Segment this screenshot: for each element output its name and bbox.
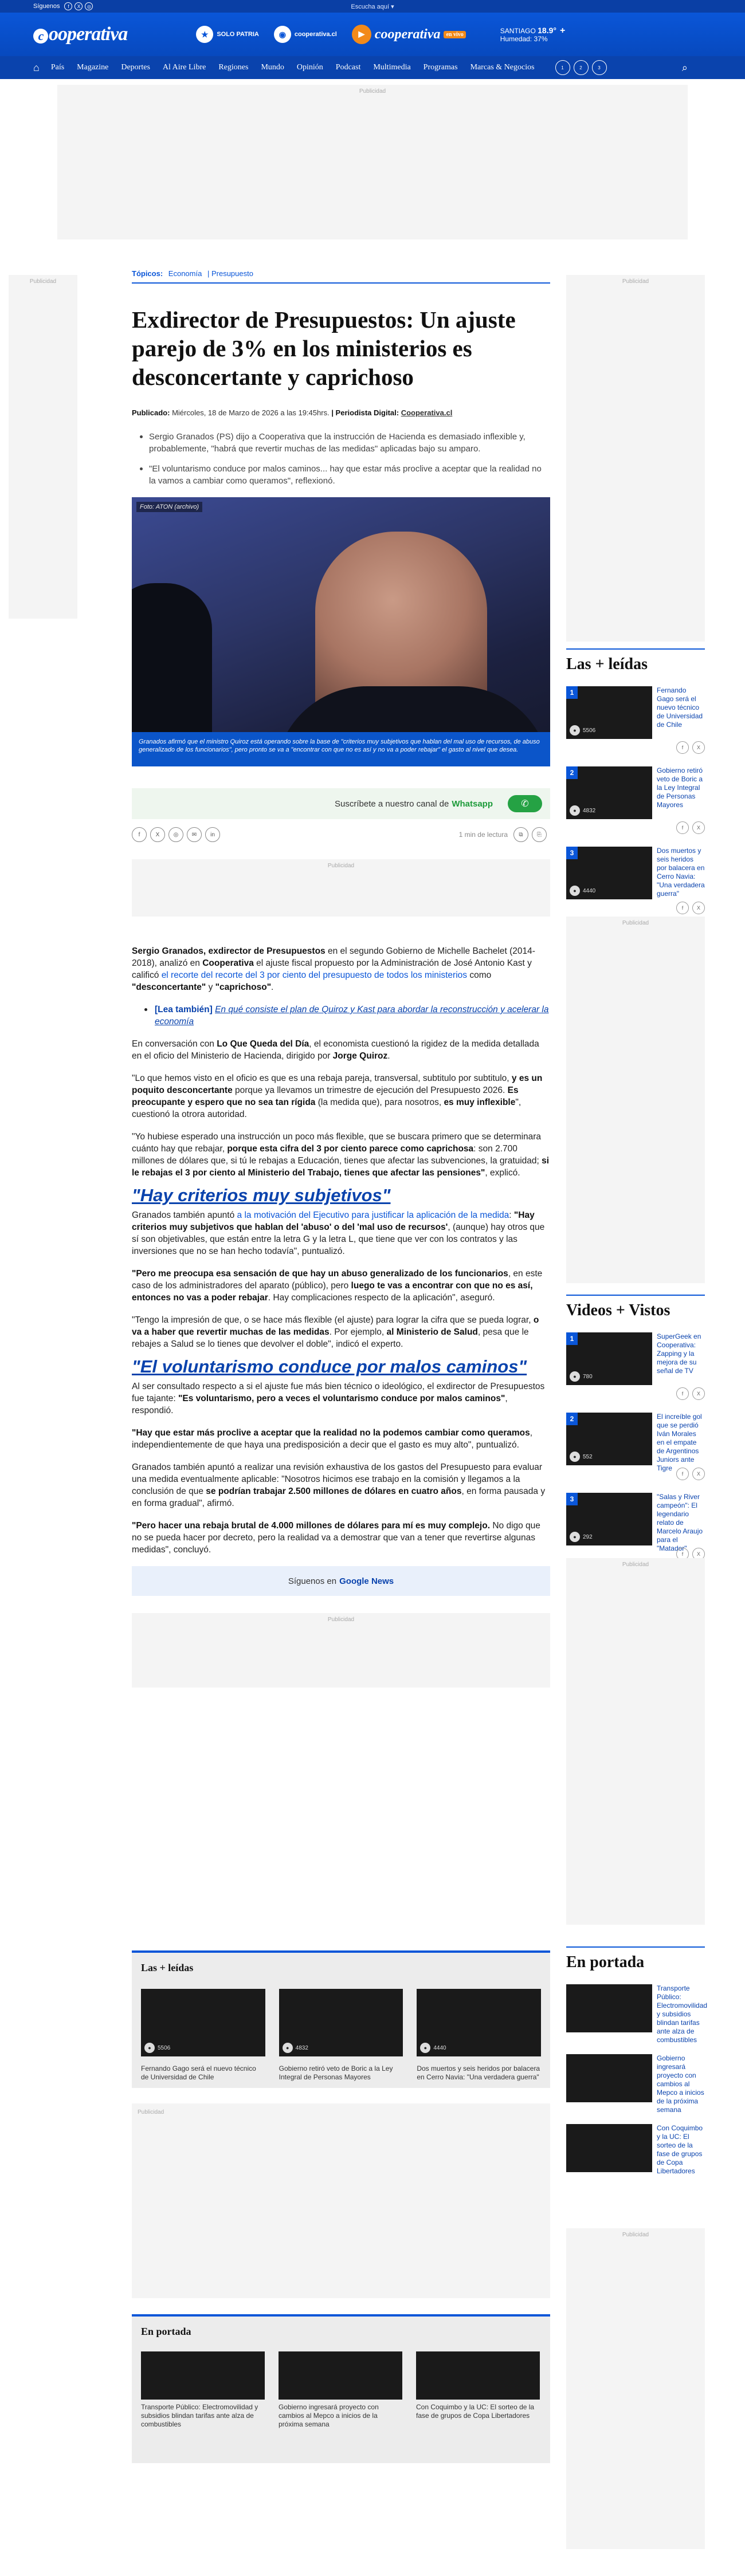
copy-icon[interactable]: ⎘ [532, 827, 547, 842]
share-x-icon[interactable]: X [692, 821, 705, 834]
video-item[interactable]: 1 ● 780 SuperGeek en Cooperativa: Zapping y la mejora de su señal de TV f X [566, 1332, 705, 1400]
article-title: Exdirector de Presupuestos: Un ajuste parejo de 3% en los ministerios es desconcertante y caprichoso [132, 306, 516, 390]
nav-item-podcast[interactable]: Podcast [335, 63, 361, 72]
paragraph: "Tengo la impresión de que, o se hace más flexible (el ajuste) para lograr la cifra que se pueda lograr, o va a haber que revertir muchas de las medidas. Por ejemplo, al Ministerio de Salud, pesa que le rebajes a Salud se lo tienes que devolver el doble", indicó el experto. [132, 1315, 539, 1349]
search-icon[interactable]: ⌕ [681, 61, 688, 73]
inline-link[interactable]: el recorte del recorte del 3 por ciento del presupuesto de todos los ministerios [161, 970, 468, 980]
nav-item-deportes[interactable]: Deportes [121, 63, 150, 72]
paragraph: Al ser consultado respecto a si el ajuste fue más bien técnico o ideológico, el exdirector de Presupuestos fue tajante: "Es voluntarismo, pero a veces el voluntarismo conduce por malos caminos", respondió. [132, 1382, 545, 1415]
paragraph: "Lo que hemos visto en el oficio es que es una rebaja pareja, transversal, subtitulo por subtitulo, y es un poquito desconcertante porque ya llevamos un trimestre de ejecución del Presupuesto 2026. Es preocupante y espero que no sea tan rígida (la medida que), para nosotros, es muy inflexible", cuestionó la otrora autoridad. [132, 1073, 543, 1119]
paragraph: Granados también apuntó a la motivación del Ejecutivo para justificar la aplicación de la medida: "Hay criterios muy subjetivos que hablan del 'abuso' o del 'mal uso de recursos', (aunque) hay otros que sí son objetivables, que están entre la letra G y la letra L, que tiene que ver con los contratos y las inversiones que no se han hecho todavía", puntualizó. [132, 1210, 545, 1256]
share-x-icon[interactable]: X [692, 741, 705, 754]
nav-item-opinion[interactable]: Opinión [296, 63, 323, 72]
share-facebook-icon[interactable]: f [676, 1387, 689, 1400]
bottom-card[interactable]: ● 4440 Dos muertos y seis heridos por balacera en Cerro Navia: "Una verdadera guerra" [417, 1989, 541, 2082]
right-middle-ad[interactable]: Publicidad [566, 917, 705, 1283]
nav-item-aire-libre[interactable]: Al Aire Libre [162, 63, 206, 72]
nav-item-regiones[interactable]: Regiones [218, 63, 249, 72]
sidebar-videos-title: Videos + Vistos [566, 1295, 705, 1320]
thumbnail[interactable]: 3 ● 4440 [566, 847, 652, 899]
right-lower-ad[interactable]: Publicidad [566, 1558, 705, 1925]
thumbnail[interactable] [416, 2351, 540, 2400]
share-facebook-icon[interactable]: f [676, 902, 689, 914]
top-ad[interactable]: Publicidad [57, 85, 688, 239]
sidebar-most-read-title: Las + leídas [566, 648, 705, 674]
partner-cooperativa[interactable]: ◉ cooperativa.cl [274, 26, 337, 43]
main-nav [0, 56, 745, 79]
nav-item-magazine[interactable]: Magazine [77, 63, 109, 72]
share-x-icon[interactable]: X [150, 827, 165, 842]
nav-badge-1[interactable]: 1 [555, 60, 570, 75]
paragraph: "Yo hubiese esperado una instrucción un poco más flexible, que se buscara primero que se determinara cuánto hay que rebajar, porque esta cifra del 3 por ciento parece como caprichosa: son 2.700 millones de dólares que, si tú le rebajas a Educación, tienes que afectar las subvenciones, la gratuidad; si le rebajas el 3 por ciento al Ministerio del Trabajo, tienes que afectar las pensiones", explicó. [132, 1132, 550, 1178]
weather-temp: 18.9° [538, 25, 556, 35]
paragraph: En conversación con Lo Que Queda del Día, el economista cuestionó la rigidez de la medida detallada en el oficio del Ministerio de Hacienda, dirigido por Jorge Quiroz. [132, 1039, 539, 1061]
instagram-icon[interactable]: ◎ [85, 2, 93, 10]
video-item[interactable]: 3 ● 292 "Salas y River campeón": El legendario relato de Marcelo Araujo para el "Matador" f X [566, 1493, 705, 1560]
bottom-card[interactable]: Con Coquimbo y la UC: El sorteo de la fase de grupos de Copa Libertadores [416, 2351, 540, 2429]
summary-bullet: Sergio Granados (PS) dijo a Cooperativa que la instrucción de Hacienda es demasiado inflexible y, probablemente, "habrá que revertir muchas de las medidas" aplicadas bajo su amparo. [140, 431, 550, 455]
live-tag: en vivo [444, 31, 465, 38]
inline-link[interactable]: a la motivación del Ejecutivo para justificar la aplicación de la medida [237, 1210, 509, 1220]
bottom-portada-title: En portada [141, 2326, 191, 2337]
sidebar-portada [566, 1946, 708, 2177]
share-linkedin-icon[interactable]: in [205, 827, 220, 842]
right-top-ad[interactable]: Publicidad [566, 275, 705, 642]
reading-time: 1 min de lectura [458, 831, 508, 839]
author-link[interactable]: Cooperativa.cl [401, 408, 453, 417]
partner-links [196, 25, 465, 44]
in-article-ad[interactable]: Publicidad [132, 859, 550, 917]
eye-icon: ● [570, 805, 580, 816]
thumbnail[interactable]: 2 ● 552 [566, 1413, 652, 1465]
nav-badges [555, 60, 607, 75]
bottom-card[interactable]: Gobierno ingresará proyecto con cambios al Mepco a inicios de la próxima semana [279, 2351, 402, 2429]
nav-item-multimedia[interactable]: Multimedia [373, 63, 411, 72]
link-icon[interactable]: ⧉ [513, 827, 528, 842]
weather-more-icon[interactable]: + [559, 25, 566, 36]
bottom-card[interactable]: ● 5506 Fernando Gago será el nuevo técnico de Universidad de Chile [141, 1989, 265, 2082]
photo-credit: Foto: ATON (archivo) [136, 502, 202, 512]
eye-icon: ● [570, 1452, 580, 1462]
thumbnail[interactable] [141, 2351, 265, 2400]
read-also-link[interactable]: [Lea también] En qué consiste el plan de Quiroz y Kast para abordar la reconstrucción y acelerar la economía [152, 1004, 550, 1028]
broadcast-icon: ◉ [274, 26, 291, 43]
nav-item-marcas[interactable]: Marcas & Negocios [470, 63, 535, 72]
share-x-icon[interactable]: X [692, 902, 705, 914]
topics-bar: Tópicos: Economía | Presupuesto [132, 269, 550, 284]
facebook-icon[interactable]: f [64, 2, 72, 10]
subheading: "Hay criterios muy subjetivos" [132, 1185, 391, 1205]
share-email-icon[interactable]: ✉ [187, 827, 202, 842]
x-icon[interactable]: X [74, 2, 83, 10]
left-ad[interactable]: Publicidad [9, 275, 77, 619]
nav-badge-3[interactable]: 3 [592, 60, 607, 75]
nav-item-programas[interactable]: Programas [423, 63, 458, 72]
subheading: "El voluntarismo conduce por malos caminos" [132, 1356, 527, 1377]
summary-bullets [140, 431, 550, 487]
bottom-card[interactable]: ● 4832 Gobierno retiró veto de Boric a la Ley Integral de Personas Mayores [279, 1989, 403, 2082]
topic-presupuesto[interactable]: | Presupuesto [207, 269, 253, 278]
article [132, 269, 550, 1688]
share-facebook-icon[interactable]: f [676, 1548, 689, 1560]
share-x-icon[interactable]: X [692, 1387, 705, 1400]
portada-item[interactable]: Gobierno ingresará proyecto con cambios al Mepco a inicios de la próxima semana [566, 2054, 705, 2107]
thumbnail[interactable]: 1 ● 5506 [566, 686, 652, 739]
play-icon: ▶ [352, 25, 371, 44]
thumbnail[interactable] [279, 2351, 402, 2400]
portada-item[interactable]: Con Coquimbo y la UC: El sorteo de la fase de grupos de Copa Libertadores [566, 2124, 705, 2177]
flag-icon: ★ [196, 26, 213, 43]
eye-icon: ● [570, 1371, 580, 1382]
whatsapp-icon[interactable]: ✆ [508, 795, 542, 812]
nav-badge-2[interactable]: 2 [574, 60, 589, 75]
summary-bullet: "El voluntarismo conduce por malos caminos... hay que estar más proclive a aceptar que la realidad no la vamos a cambiar como queramos", reflexionó. [140, 463, 550, 487]
thumbnail[interactable] [566, 2124, 652, 2172]
thumbnail[interactable]: ● 4440 [417, 1989, 541, 2056]
whatsapp-banner[interactable]: Suscríbete a nuestro canal de Whatsapp ✆ [132, 788, 550, 819]
most-read-item[interactable]: 1 ● 5506 Fernando Gago será el nuevo técnico de Universidad de Chile f X [566, 686, 705, 754]
home-icon[interactable]: ⌂ [33, 61, 40, 73]
paragraph: "Pero me preocupa esa sensación de que hay un abuso generalizado de los funcionarios, en este caso de los administradores del aparato (público), pero luego te vas a encontrar con que no es así, entonces no vas a poder rebajar. Hay complicaciones respecto de la aplicación", aseguró. [132, 1269, 543, 1303]
bottom-card[interactable]: Transporte Público: Electromovilidad y subsidios blindan tarifas ante alza de combustibles [141, 2351, 265, 2429]
share-facebook-icon[interactable]: f [676, 1468, 689, 1480]
eye-icon: ● [570, 886, 580, 896]
thumbnail[interactable] [566, 1984, 652, 2032]
most-read-item[interactable]: 2 ● 4832 Gobierno retiró veto de Boric a la Ley Integral de Personas Mayores f X [566, 766, 705, 834]
weather-widget[interactable] [500, 26, 566, 43]
share-facebook-icon[interactable]: f [132, 827, 147, 842]
article-photo[interactable] [132, 497, 550, 766]
site-header [0, 13, 745, 56]
paragraph: Granados también apuntó a realizar una revisión exhaustiva de los gastos del Presupuesto para evaluar una medida eventualmente aplicable: "Nosotros hicimos ese trabajo en la comisión y llegamos a la conclusión de que se podrían trabajar 2.500 millones de dólares en cuatro años, en forma pausada y en forma gradual", afirmó. [132, 1462, 546, 1508]
after-article-ad[interactable]: Publicidad [132, 1613, 550, 1688]
eye-icon: ● [420, 2043, 430, 2053]
listen-live-label[interactable]: Escucha aquí ▾ [351, 3, 394, 10]
eye-icon: ● [283, 2043, 293, 2053]
top-bar [0, 0, 745, 13]
weather-city: SANTIAGO [500, 26, 536, 35]
thumbnail[interactable]: ● 5506 [141, 1989, 265, 2056]
sidebar-videos [566, 1295, 705, 1560]
share-whatsapp-icon[interactable]: ◎ [168, 827, 183, 842]
bottom-ad[interactable]: Publicidad [132, 2103, 550, 2298]
video-item[interactable]: 2 ● 552 El increíble gol que se perdió Iván Morales en el empate de Argentinos Juniors ante Tigre f X [566, 1413, 705, 1480]
paragraph: Sergio Granados, exdirector de Presupuestos en el segundo Gobierno de Michelle Bachelet (2014-2018), analizó en Cooperativa el ajuste fiscal propuesto por la Administración de José Antonio Kast y calificó el recorte del recorte del 3 por ciento del presupuesto de todos los ministerios como "desconcertante" y "caprichoso". [132, 946, 535, 992]
site-logo[interactable]: c ooperativa [33, 23, 127, 45]
eye-icon: ● [570, 1532, 580, 1542]
thumbnail[interactable]: ● 4832 [279, 1989, 403, 2056]
thumbnail[interactable]: 3 ● 292 [566, 1493, 652, 1545]
nav-item-mundo[interactable]: Mundo [261, 63, 284, 72]
sidebar-portada-title: En portada [566, 1946, 705, 1972]
share-facebook-icon[interactable]: f [676, 741, 689, 754]
nav-item-pais[interactable]: País [50, 63, 65, 72]
portada-item[interactable]: Transporte Público: Electromovilidad y subsidios blindan tarifas ante alza de combustibles [566, 1984, 705, 2037]
logo-c-icon: c [33, 29, 48, 44]
bottom-portada [132, 2314, 550, 2463]
article-body [132, 945, 550, 1556]
sidebar-most-read [566, 648, 705, 914]
radio-live-player[interactable]: ▶ cooperativa en vivo [352, 25, 466, 44]
paragraph: "Hay que estar más proclive a aceptar que la realidad no la podemos cambiar como queramos, independientemente de que haya una predisposición a decir que el gasto es muy alto", puntualizó. [132, 1428, 533, 1450]
bottom-most-read [132, 1950, 550, 2088]
google-news-banner[interactable]: Síguenos en Google News [132, 1566, 550, 1596]
eye-icon: ● [570, 725, 580, 736]
published-date: Miércoles, 18 de Marzo de 2026 a las 19:45hrs. [172, 408, 330, 417]
paragraph: "Pero hacer una rebaja brutal de 4.000 millones de dólares para mí es muy complejo. No digo que no se pueda hacer por decreto, pero la realidad va a demostrar que van a tener que revertirse algunas medidas", concluyó. [132, 1521, 540, 1555]
thumbnail[interactable]: 2 ● 4832 [566, 766, 652, 819]
share-x-icon[interactable]: X [692, 1468, 705, 1480]
most-read-item[interactable]: 3 ● 4440 Dos muertos y seis heridos por balacera en Cerro Navia: "Una verdadera guerra" f X [566, 847, 705, 914]
share-facebook-icon[interactable]: f [676, 821, 689, 834]
thumbnail[interactable] [566, 2054, 652, 2102]
share-x-icon[interactable]: X [692, 1548, 705, 1560]
partner-solo-patria[interactable]: ★ SOLO PATRIA [196, 26, 259, 43]
byline: Publicado: Miércoles, 18 de Marzo de 2026 a las 19:45hrs. | Periodista Digital: Cooperativa.cl [132, 408, 453, 417]
topic-economia[interactable]: Economía [168, 269, 202, 278]
photo-caption: Granados afirmó que el ministro Quiroz está operando sobre la base de "criterios muy subjetivos que hablan del mal uso de recursos, de abuso generalizado de los funcionarios", pero pronto se va a "encontrar con que no es así y no va a poder rebajar" el gasto al nivel que desea. [132, 732, 550, 766]
follow-label: Síguenos [33, 3, 60, 10]
share-bar [132, 827, 550, 842]
weather-humidity: Humedad: 37% [500, 34, 548, 43]
bottom-most-read-title: Las + leídas [141, 1962, 194, 1973]
eye-icon: ● [144, 2043, 155, 2053]
thumbnail[interactable]: 1 ● 780 [566, 1332, 652, 1385]
right-bottom-ad[interactable]: Publicidad [566, 2228, 705, 2549]
